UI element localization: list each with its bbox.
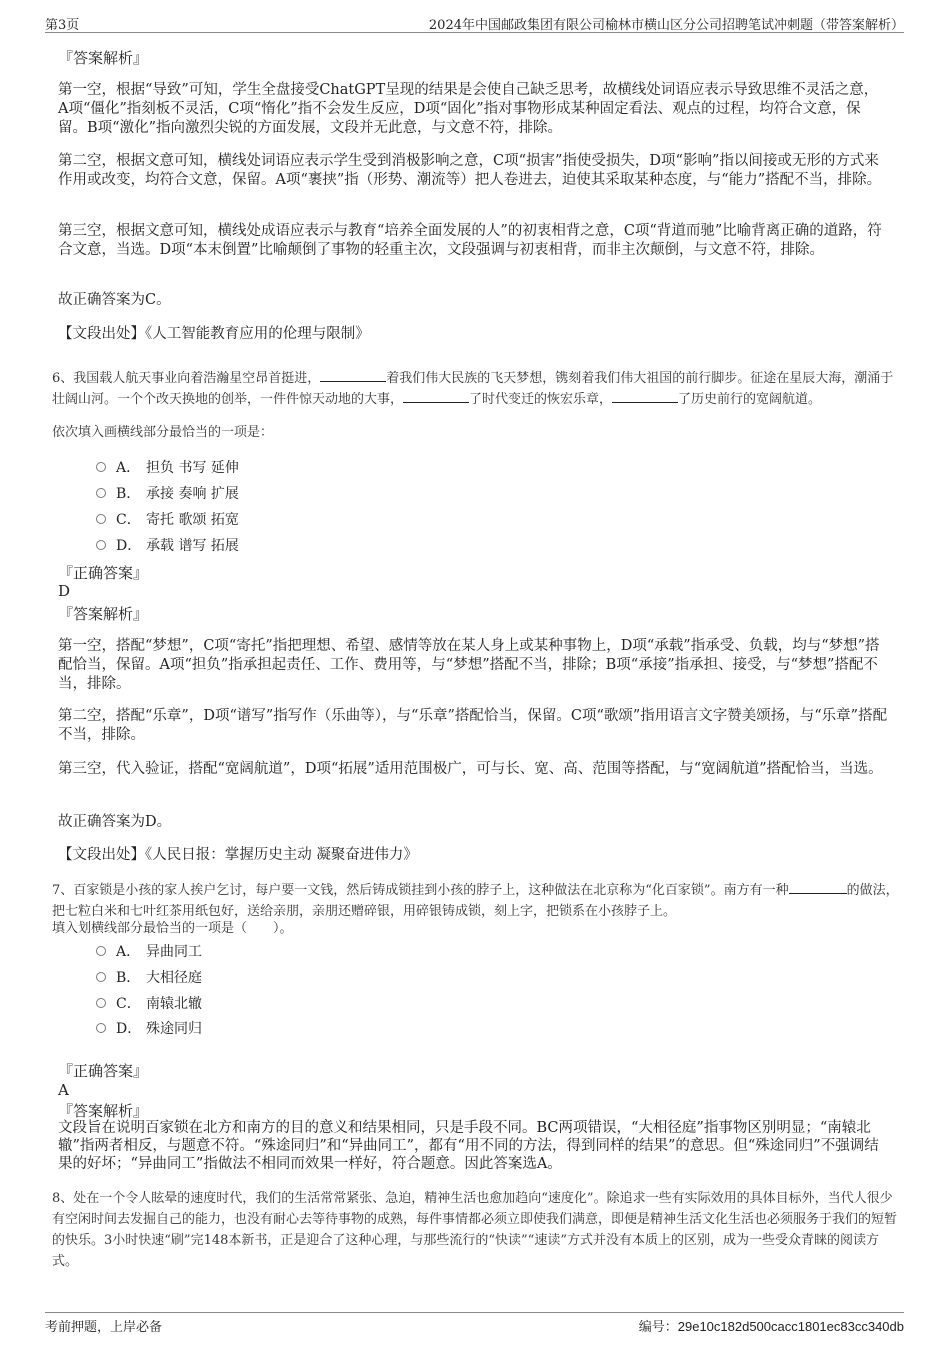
q5-analysis-label: 『答案解析』: [58, 49, 149, 67]
document-code: 编号：29e10c182d500cacc1801ec83cc340db: [638, 1319, 904, 1335]
q7-prompt: 填入划横线部分最恰当的一项是（ ）。: [52, 921, 293, 936]
q6-analysis-p3: 第三空，代入验证，搭配“宽阔航道”，D项“拓展”适用范围极广，可与长、宽、高、范围等搭配，与“宽阔航道”搭配恰当，当选。: [58, 761, 883, 777]
radio-icon[interactable]: [96, 488, 106, 498]
q6-analysis-label: 『答案解析』: [58, 605, 149, 623]
q6-answer: D: [58, 582, 71, 600]
q7-answer: A: [58, 1081, 69, 1099]
q6-option-d[interactable]: D． 承载 谱写 拓展: [96, 536, 239, 556]
radio-icon[interactable]: [96, 1023, 106, 1033]
fill-blank: [612, 390, 678, 403]
document-title: 2024年中国邮政集团有限公司榆林市横山区分公司招聘笔试冲刺题（带答案解析）: [428, 18, 904, 33]
q6-analysis-p2: 第二空，搭配“乐章”，D项“谱写”指写作（乐曲等），与“乐章”搭配恰当，保留。C项“歌颂”指用语言文字赞美颂扬，与“乐章”搭配不当，排除。: [58, 708, 888, 743]
q7-answer-label: 『正确答案』: [58, 1062, 149, 1080]
radio-icon[interactable]: [96, 972, 106, 982]
fill-blank: [789, 881, 847, 894]
q5-analysis-p3: 第三空，根据文意可知，横线处成语应表示与教育“培养全面发展的人”的初衷相背之意，C项“背道而驰”比喻背离正确的道路，符合文意，当选。D项“本末倒置”比喻颠倒了事物的轻重主次，文段强调与初衷相背，而非主次颠倒，与文意不符，排除。: [58, 223, 882, 258]
q6-conclusion: 故正确答案为D。: [58, 814, 172, 830]
q7-option-b[interactable]: B． 大相径庭: [96, 968, 202, 988]
q5-analysis-p1: 第一空，根据“导致”可知，学生全盘接受ChatGPT呈现的结果是会使自己缺乏思考，故横线处词语应表示导致思维不灵活之意，A项“僵化”指刻板不灵活，C项“惰化”指不会发生反应，D项“固化”指对事物形成某种固定看法、观点的过程，均符合文意，保留。B项“激化”指向激烈尖锐的方面发展，文段并无此意，与文意不符，排除。: [58, 82, 879, 136]
q5-analysis-p2: 第二空，根据文意可知，横线处词语应表示学生受到消极影响之意，C项“损害”指使受损失，D项“影响”指以间接或无形的方式来作用或改变，均符合文意，保留。A项“裹挟”指（形势、潮流等）把人卷进去，迫使其采取某种态度，与“能力”搭配不当，排除。: [58, 153, 882, 188]
q5-source: 【文段出处】《人工智能教育应用的伦理与限制》: [58, 326, 370, 342]
radio-icon[interactable]: [96, 462, 106, 472]
q6-option-a[interactable]: A． 担负 书写 延伸: [96, 458, 239, 478]
q7-analysis: 文段旨在说明百家锁在北方和南方的目的意义和结果相同，只是手段不同。BC两项错误，“大相径庭”指事物区别明显；“南辕北辙”指两者相反，与题意不符。“殊途同归”和“异曲同工”，都有“用不同的方法，得到同样的结果”的意思。但“殊途同归”不强调结果的好坏；“异曲同工”指做法不相同而效果一样好，符合题意。因此答案选A。: [58, 1120, 879, 1172]
q7-analysis-label: 『答案解析』: [58, 1102, 149, 1120]
q7-option-a[interactable]: A． 异曲同工: [96, 942, 202, 962]
radio-icon[interactable]: [96, 514, 106, 524]
radio-icon[interactable]: [96, 540, 106, 550]
q6-stem: 6、我国载人航天事业向着浩瀚星空昂首挺进， 着我们伟大民族的飞天梦想，镌刻着我们伟大祖国的前行脚步。征途在星辰大海，潮涌于壮阔山河。一个个改天换地的创举，一件件惊天动地的大事， 了时代变迁的恢宏乐章， 了历史前行的宽阔航道。: [52, 371, 894, 407]
radio-icon[interactable]: [96, 946, 106, 956]
page-footer: [45, 1312, 904, 1335]
fill-blank: [403, 390, 469, 403]
page-header: [45, 10, 904, 33]
q6-option-c[interactable]: C． 寄托 歌颂 拓宽: [96, 510, 239, 530]
q6-prompt: 依次填入画横线部分最恰当的一项是：: [52, 425, 274, 440]
footer-slogan: 考前押题，上岸必备: [45, 1320, 163, 1335]
q8-stem: 8、处在一个令人眩晕的速度时代，我们的生活常常紧张、急迫，精神生活也愈加趋向“速度化”。除追求一些有实际效用的具体目标外，当代人很少有空闲时间去发掘自己的能力，也没有耐心去等待事物的成熟，每件事情都必须立即使我们满意，即便是精神生活文化生活也必须服务于我们的短暂的快乐。3小时快速“刷”完148本新书，正是迎合了这种心理，与那些流行的“快读”“速读”方式并没有本质上的区别，成为一些受众青睐的阅读方式。: [52, 1191, 898, 1269]
q6-analysis-p1: 第一空，搭配“梦想”，C项“寄托”指把理想、希望、感情等放在某人身上或某种事物上，D项“承载”指承受、负载，均与“梦想”搭配恰当，保留。A项“担负”指承担起责任、工作、费用等，与“梦想”搭配不当，排除；B项“承接”指承担、接受，与“梦想”搭配不当，排除。: [58, 638, 880, 692]
q6-answer-label: 『正确答案』: [58, 564, 149, 582]
fill-blank: [320, 369, 386, 382]
q7-option-d[interactable]: D． 殊途同归: [96, 1019, 202, 1039]
q5-conclusion: 故正确答案为C。: [58, 292, 171, 308]
q6-source: 【文段出处】《人民日报：掌握历史主动 凝聚奋进伟力》: [58, 847, 418, 863]
q6-option-b[interactable]: B． 承接 奏响 扩展: [96, 484, 239, 504]
q7-stem: 7、百家锁是小孩的家人挨户乞讨，每户要一文钱，然后铸成锁挂到小孩的脖子上，这种做法在北京称为“化百家锁”。南方有一种 的做法，把七粒白米和七叶红茶用纸包好，送给亲朋，亲朋还赠碎银，用碎银铸成锁，刻上字，把锁系在小孩脖子上。: [52, 883, 899, 919]
page-number: 第3页: [45, 18, 80, 33]
q7-option-c[interactable]: C． 南辕北辙: [96, 994, 202, 1014]
radio-icon[interactable]: [96, 998, 106, 1008]
